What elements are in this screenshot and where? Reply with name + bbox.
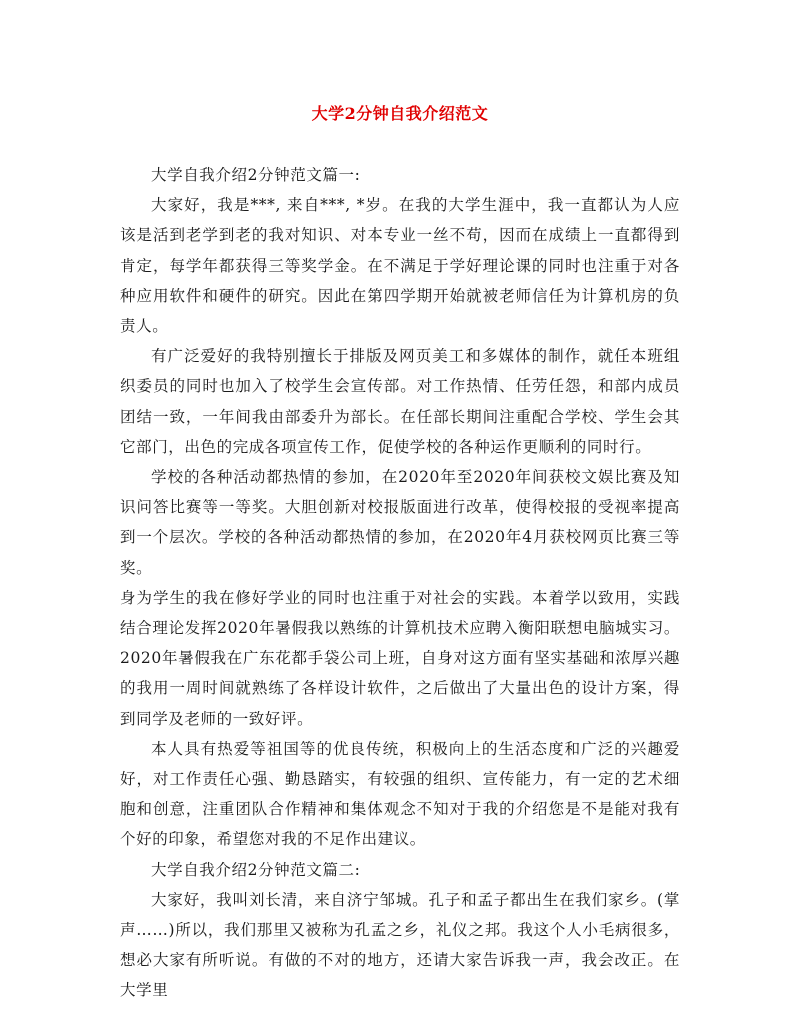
- paragraph: 身为学生的我在修好学业的同时也注重于对社会的实践。本着学以致用，实践结合理论发挥2020年暑假我以熟练的计算机技术应聘入衡阳联想电脑城实习。2020年暑假我在广东花都手袋公司上班，自身对这方面有坚实基础和浓厚兴趣的我用一周时间就熟练了各样设计软件，之后做出了大量出色的设计方案，得到同学及老师的一致好评。: [120, 588, 680, 728]
- section-heading-1: 大学自我介绍2分钟范文篇一:: [151, 166, 361, 184]
- paragraph: 大家好，我叫刘长清，来自济宁邹城。孔子和孟子都出生在我们家乡。(掌声……)所以，我们那里又被称为孔孟之乡，礼仪之邦。我这个人小毛病很多，想必大家有所听说。有做的不对的地方，还请大家告诉我一声，我会改正。在大学里: [120, 890, 680, 1000]
- paragraph: 大家好，我是***, 来自***, *岁。在我的大学生涯中，我一直都认为人应该是活到老学到老的我对知识、对本专业一丝不苟，因而在成绩上一直都得到肯定，每学年都获得三等奖学金。在不满足于学好理论课的同时也注重于对各种应用软件和硬件的研究。因此在第四学期开始就被老师信任为计算机房的负责人。: [120, 196, 680, 336]
- document-body: [120, 160, 680, 1006]
- document-title: 大学2分钟自我介绍范文: [311, 104, 489, 123]
- section-heading-2: 大学自我介绍2分钟范文篇二:: [151, 860, 361, 879]
- paragraph: 学校的各种活动都热情的参加，在2020年至2020年间获校文娱比赛及知识问答比赛等一等奖。大胆创新对校报版面进行改革，使得校报的受视率提高到一个层次。学校的各种活动都热情的参加，在2020年4月获校网页比赛三等奖。: [120, 468, 680, 577]
- paragraph: 有广泛爱好的我特别擅长于排版及网页美工和多媒体的制作，就任本班组织委员的同时也加入了校学生会宣传部。对工作热情、任劳任怨，和部内成员团结一致，一年间我由部委升为部长。在任部长期间注重配合学校、学生会其它部门，出色的完成各项宣传工作，促使学校的各种运作更顺利的同时行。: [120, 347, 680, 456]
- paragraph: 本人具有热爱等祖国等的优良传统，积极向上的生活态度和广泛的兴趣爱好，对工作责任心强、勤恳踏实，有较强的组织、宣传能力，有一定的艺术细胞和创意，注重团队合作精神和集体观念不知对于我的介绍您是不是能对我有个好的印象，希望您对我的不足作出建议。: [120, 739, 680, 849]
